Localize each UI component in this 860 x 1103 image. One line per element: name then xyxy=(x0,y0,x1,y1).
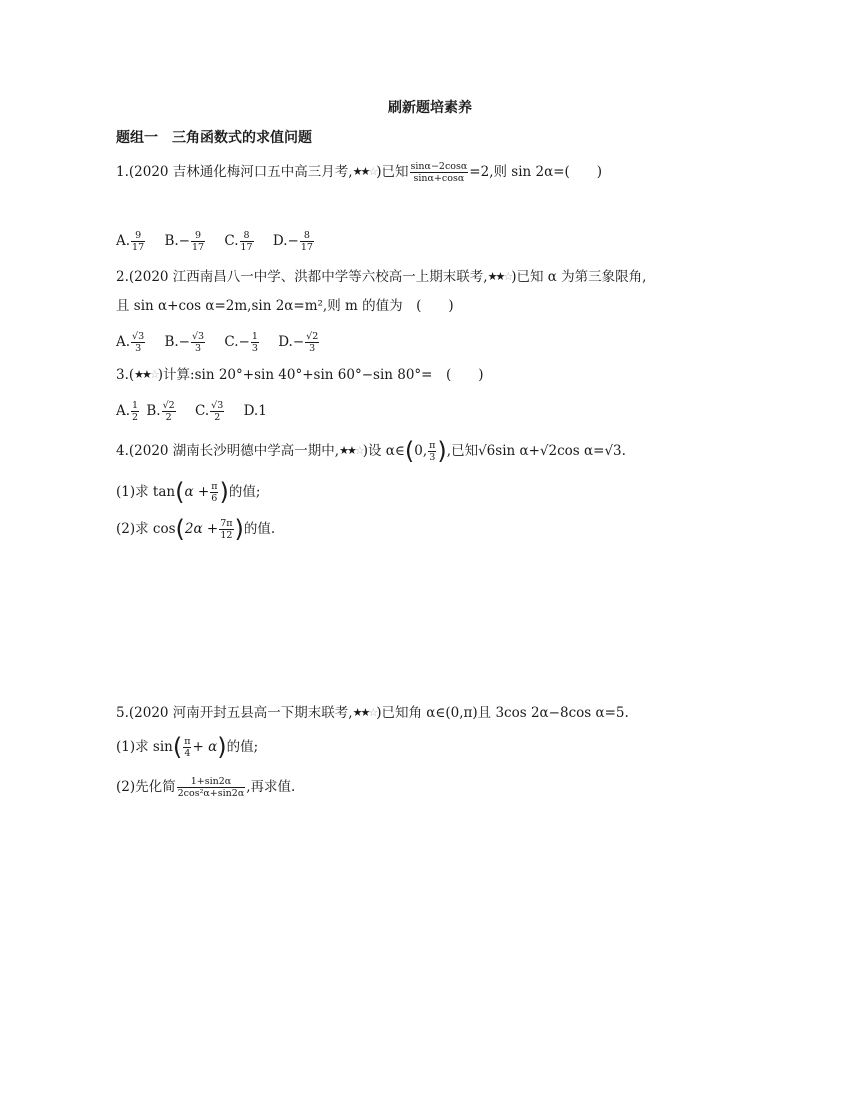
q1-options xyxy=(116,230,329,253)
q3-option-d: D.1 xyxy=(243,403,267,419)
q1-option-c: C. $\frac{8}{17}$ xyxy=(224,230,253,253)
question-2 xyxy=(116,267,646,287)
q2-option-c: C.− $\frac{1}{3}$ xyxy=(224,331,258,354)
q5-text: )已知角 α∈(0,π)且 3cos 2α−8cos α=5. xyxy=(376,705,629,721)
q4-text: )设 α∈ xyxy=(362,443,405,459)
q2-option-a: A. $\frac{√3}{3}$ xyxy=(116,331,145,354)
star-rating-icon: ★★☆ xyxy=(339,444,363,457)
q3-options xyxy=(116,400,281,423)
q4-suffix: ,已知√6sin α+√2cos α=√3. xyxy=(446,443,626,459)
q3-text: )计算:sin 20°+sin 40°+sin 60°−sin 80°= ( ) xyxy=(157,367,484,383)
question-5 xyxy=(116,703,629,723)
q1-option-b: B.− $\frac{9}{17}$ xyxy=(164,230,205,253)
q1-suffix: =2,则 sin 2α=( ) xyxy=(469,164,603,180)
q2-options xyxy=(116,331,334,354)
question-4: 4.(2020 湖南长沙明德中学高一期中,★★☆)设 α∈(0, $\frac{\pi}{3}$ ),已知√6sin α+√2cos α=√3. xyxy=(116,437,626,465)
q4-source: 4.(2020 湖南长沙明德中学高一期中, xyxy=(116,443,340,459)
q5-part-1: (1)求 sin( $\frac{\pi}{4}$ + α)的值; xyxy=(116,733,259,761)
question-1 xyxy=(116,161,602,184)
q3-option-a: A. $\frac{1}{2}$ xyxy=(116,400,139,423)
star-rating-icon: ★★☆ xyxy=(134,368,158,381)
question-3 xyxy=(116,365,484,385)
q5-source: 5.(2020 河南开封五县高一下期末联考, xyxy=(116,705,353,721)
q3-option-b: B. $\frac{√2}{2}$ xyxy=(146,400,175,423)
star-rating-icon: ★★☆ xyxy=(487,270,512,283)
q1-text: )已知 xyxy=(376,164,409,180)
q3-prefix: 3.( xyxy=(116,367,135,383)
q2-option-b: B.− $\frac{√3}{3}$ xyxy=(164,331,205,354)
q5-part-2: (2)先化简 $\frac{1+\sin 2\alpha}{\text{2cos²α+sin2α}}$ ,再求值. xyxy=(116,776,296,799)
q4-part-2: (2)求 cos(2α + $\frac{7\pi}{12}$ )的值. xyxy=(116,515,276,543)
q2-line-2: 且 sin α+cos α=2m,sin 2α=m²,则 m 的值为 ( ) xyxy=(116,298,454,314)
q2-text: )已知 α 为第三象限角, xyxy=(511,269,647,285)
q2-option-d: D.− $\frac{√2}{3}$ xyxy=(278,331,319,354)
q1-fraction: $\frac{\sin\alpha-2\cos\alpha}{\sin\alpha+\cos\alpha}$ xyxy=(410,161,468,184)
section-heading: 题组一 三角函数式的求值问题 xyxy=(116,130,312,146)
q4-part-1: (1)求 tan(α + $\frac{\pi}{6}$ )的值; xyxy=(116,478,261,506)
star-rating-icon: ★★☆ xyxy=(352,165,377,178)
page-title: 刷新题培素养 xyxy=(388,100,472,116)
star-rating-icon: ★★☆ xyxy=(352,706,377,719)
q1-option-a: A. $\frac{9}{17}$ xyxy=(116,230,145,253)
q3-option-c: C. $\frac{√3}{2}$ xyxy=(195,400,224,423)
q2-source: 2.(2020 江西南昌八一中学、洪都中学等六校高一上期末联考, xyxy=(116,269,488,285)
q1-source: 1.(2020 吉林通化梅河口五中高三月考, xyxy=(116,164,353,180)
q1-option-d: D.− $\frac{8}{17}$ xyxy=(272,230,313,253)
